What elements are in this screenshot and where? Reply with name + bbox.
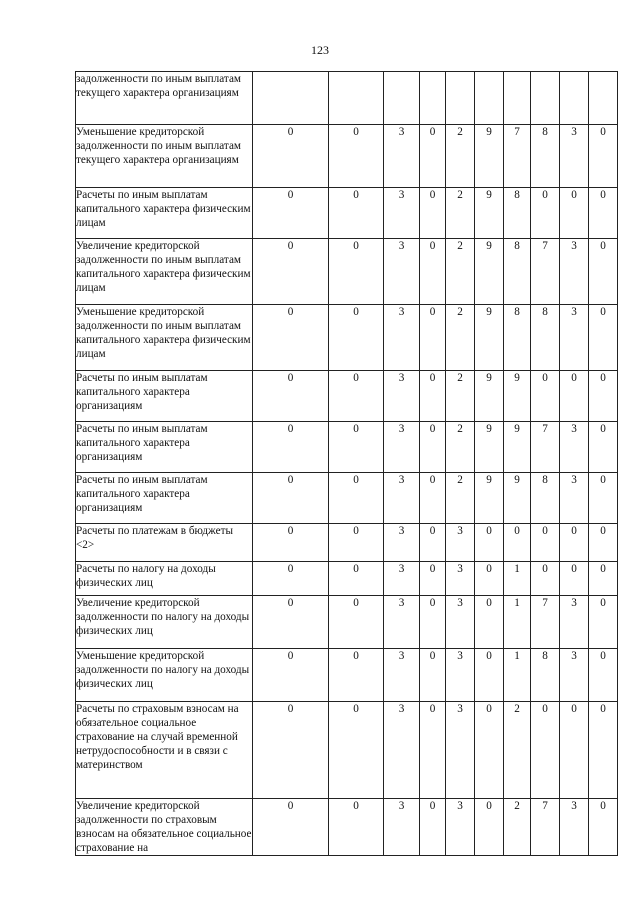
table-row (76, 702, 618, 799)
code-digit-cell: 3 (446, 702, 475, 799)
code-digit-cell: 3 (384, 125, 420, 188)
row-description: Расчеты по иным выплатам капитального характера организациям (76, 473, 253, 524)
code-digit-cell: 0 (253, 239, 329, 305)
row-description: Увеличение кредиторской задолженности по иным выплатам капитального характера физическим лицам (76, 239, 253, 305)
code-digit-cell: 3 (446, 649, 475, 702)
row-description: Расчеты по страховым взносам на обязательное социальное страхование на случай временной нетрудоспособности и в связи с материнством (76, 702, 253, 799)
code-digit-cell (475, 72, 504, 125)
code-digit-cell: 0 (531, 371, 560, 422)
code-digit-cell: 0 (420, 239, 446, 305)
code-digit-cell: 3 (384, 305, 420, 371)
code-digit-cell: 0 (589, 422, 618, 473)
code-digit-cell: 9 (475, 125, 504, 188)
code-digit-cell: 0 (475, 524, 504, 562)
code-digit-cell: 0 (560, 562, 589, 596)
code-digit-cell: 0 (420, 188, 446, 239)
code-digit-cell: 3 (384, 422, 420, 473)
row-description: Расчеты по иным выплатам капитального характера организациям (76, 371, 253, 422)
page-number: 123 (311, 43, 329, 57)
code-digit-cell: 3 (384, 649, 420, 702)
code-digit-cell: 0 (253, 188, 329, 239)
code-digit-cell: 0 (253, 125, 329, 188)
code-digit-cell: 2 (446, 239, 475, 305)
code-digit-cell: 0 (589, 188, 618, 239)
table-row (76, 371, 618, 422)
code-digit-cell: 3 (384, 239, 420, 305)
code-digit-cell: 0 (420, 562, 446, 596)
code-digit-cell: 3 (384, 524, 420, 562)
code-digit-cell: 3 (560, 422, 589, 473)
code-digit-cell: 0 (253, 596, 329, 649)
code-digit-cell: 3 (384, 596, 420, 649)
code-digit-cell: 8 (531, 649, 560, 702)
code-digit-cell (384, 72, 420, 125)
code-digit-cell: 0 (253, 473, 329, 524)
code-digit-cell: 0 (420, 524, 446, 562)
code-digit-cell: 0 (420, 596, 446, 649)
table-row (76, 596, 618, 649)
code-digit-cell: 7 (531, 239, 560, 305)
code-digit-cell: 0 (329, 799, 384, 856)
code-digit-cell: 3 (560, 799, 589, 856)
code-digit-cell: 3 (560, 239, 589, 305)
code-digit-cell: 3 (446, 524, 475, 562)
code-digit-cell: 9 (475, 473, 504, 524)
code-digit-cell: 9 (475, 305, 504, 371)
code-digit-cell (589, 72, 618, 125)
code-digit-cell: 0 (253, 799, 329, 856)
code-digit-cell: 0 (475, 562, 504, 596)
code-digit-cell: 3 (560, 305, 589, 371)
code-digit-cell: 3 (560, 125, 589, 188)
table-row (76, 473, 618, 524)
code-digit-cell: 0 (253, 702, 329, 799)
row-description: Уменьшение кредиторской задолженности по иным выплатам текущего характера организациям (76, 125, 253, 188)
code-digit-cell: 3 (560, 596, 589, 649)
code-digit-cell: 3 (560, 473, 589, 524)
code-digit-cell: 0 (531, 562, 560, 596)
table-row (76, 239, 618, 305)
code-digit-cell: 0 (560, 524, 589, 562)
code-digit-cell: 8 (531, 473, 560, 524)
code-digit-cell: 0 (253, 371, 329, 422)
table-row (76, 649, 618, 702)
code-digit-cell: 2 (446, 422, 475, 473)
code-digit-cell: 0 (475, 799, 504, 856)
code-digit-cell: 9 (475, 239, 504, 305)
code-digit-cell: 0 (589, 305, 618, 371)
code-digit-cell: 0 (475, 649, 504, 702)
row-description: Уменьшение кредиторской задолженности по иным выплатам капитального характера физическим лицам (76, 305, 253, 371)
code-digit-cell: 0 (420, 702, 446, 799)
code-digit-cell (253, 72, 329, 125)
code-digit-cell: 2 (446, 305, 475, 371)
code-digit-cell (560, 72, 589, 125)
code-digit-cell: 2 (504, 799, 531, 856)
code-digit-cell (446, 72, 475, 125)
code-digit-cell: 0 (329, 649, 384, 702)
code-digit-cell (504, 72, 531, 125)
table-row (76, 188, 618, 239)
row-description: задолженности по иным выплатам текущего характера организациям (76, 72, 253, 125)
row-description: Увеличение кредиторской задолженности по страховым взносам на обязательное социальное страхование на (76, 800, 252, 854)
code-digit-cell: 2 (446, 125, 475, 188)
code-digit-cell: 0 (420, 305, 446, 371)
code-digit-cell: 0 (329, 524, 384, 562)
code-digit-cell: 3 (446, 596, 475, 649)
row-description: Расчеты по иным выплатам капитального характера организациям (76, 422, 253, 473)
account-codes-table (75, 71, 618, 856)
code-digit-cell (420, 72, 446, 125)
code-digit-cell: 0 (329, 125, 384, 188)
code-digit-cell: 3 (446, 562, 475, 596)
code-digit-cell: 0 (475, 702, 504, 799)
table-row (76, 524, 618, 562)
code-digit-cell: 0 (589, 524, 618, 562)
code-digit-cell: 0 (531, 524, 560, 562)
code-digit-cell: 8 (504, 239, 531, 305)
code-digit-cell: 0 (329, 702, 384, 799)
code-digit-cell: 8 (504, 305, 531, 371)
code-digit-cell: 1 (504, 596, 531, 649)
row-description: Расчеты по иным выплатам капитального характера физическим лицам (76, 188, 253, 239)
code-digit-cell: 9 (504, 422, 531, 473)
code-digit-cell: 7 (531, 596, 560, 649)
code-digit-cell: 0 (329, 422, 384, 473)
code-digit-cell: 1 (504, 562, 531, 596)
code-digit-cell: 0 (253, 524, 329, 562)
code-digit-cell: 7 (531, 422, 560, 473)
code-digit-cell: 7 (504, 125, 531, 188)
code-digit-cell: 3 (384, 562, 420, 596)
code-digit-cell: 0 (589, 649, 618, 702)
code-digit-cell: 0 (589, 239, 618, 305)
code-digit-cell: 0 (560, 702, 589, 799)
code-digit-cell: 0 (329, 562, 384, 596)
code-digit-cell: 1 (504, 649, 531, 702)
code-digit-cell: 2 (446, 473, 475, 524)
code-digit-cell: 0 (531, 702, 560, 799)
code-digit-cell: 0 (420, 125, 446, 188)
table-row (76, 305, 618, 371)
code-digit-cell (531, 72, 560, 125)
code-digit-cell: 0 (420, 799, 446, 856)
code-digit-cell: 3 (384, 188, 420, 239)
code-digit-cell: 0 (560, 188, 589, 239)
code-digit-cell: 0 (329, 596, 384, 649)
code-digit-cell: 9 (504, 473, 531, 524)
code-digit-cell: 3 (384, 702, 420, 799)
code-digit-cell: 3 (446, 799, 475, 856)
code-digit-cell: 0 (329, 305, 384, 371)
code-digit-cell: 0 (589, 371, 618, 422)
code-digit-cell: 0 (589, 125, 618, 188)
code-digit-cell: 0 (560, 371, 589, 422)
code-digit-cell: 8 (531, 305, 560, 371)
code-digit-cell: 2 (446, 371, 475, 422)
code-digit-cell: 9 (475, 188, 504, 239)
code-digit-cell: 3 (384, 473, 420, 524)
code-digit-cell: 0 (253, 562, 329, 596)
code-digit-cell: 0 (253, 649, 329, 702)
code-digit-cell: 0 (420, 473, 446, 524)
code-digit-cell: 7 (531, 799, 560, 856)
code-digit-cell: 9 (475, 422, 504, 473)
code-digit-cell: 0 (329, 371, 384, 422)
code-digit-cell: 9 (475, 371, 504, 422)
code-digit-cell: 8 (531, 125, 560, 188)
code-digit-cell: 0 (531, 188, 560, 239)
code-digit-cell: 9 (504, 371, 531, 422)
code-digit-cell: 2 (504, 702, 531, 799)
code-digit-cell: 0 (475, 596, 504, 649)
code-digit-cell: 0 (420, 371, 446, 422)
code-digit-cell: 0 (589, 596, 618, 649)
row-description: Расчеты по налогу на доходы физических лиц (76, 562, 253, 596)
code-digit-cell: 0 (589, 799, 618, 856)
table-row (76, 72, 618, 125)
row-description: Уменьшение кредиторской задолженности по налогу на доходы физических лиц (76, 649, 253, 702)
code-digit-cell: 3 (384, 799, 420, 856)
code-digit-cell: 0 (253, 422, 329, 473)
code-digit-cell: 0 (420, 422, 446, 473)
table-row (76, 562, 618, 596)
row-description: Расчеты по платежам в бюджеты <2> (76, 524, 253, 562)
code-digit-cell (329, 72, 384, 125)
code-digit-cell: 0 (589, 473, 618, 524)
table-row (76, 422, 618, 473)
code-digit-cell: 0 (329, 188, 384, 239)
code-digit-cell: 8 (504, 188, 531, 239)
code-digit-cell: 2 (446, 188, 475, 239)
table-row (76, 125, 618, 188)
code-digit-cell: 0 (253, 305, 329, 371)
code-digit-cell: 0 (329, 473, 384, 524)
code-digit-cell: 0 (420, 649, 446, 702)
code-digit-cell: 0 (589, 562, 618, 596)
code-digit-cell: 0 (589, 702, 618, 799)
code-digit-cell: 3 (560, 649, 589, 702)
code-digit-cell: 0 (504, 524, 531, 562)
code-digit-cell: 0 (329, 239, 384, 305)
table-row (76, 799, 618, 856)
code-digit-cell: 3 (384, 371, 420, 422)
row-description: Увеличение кредиторской задолженности по налогу на доходы физических лиц (76, 596, 253, 649)
